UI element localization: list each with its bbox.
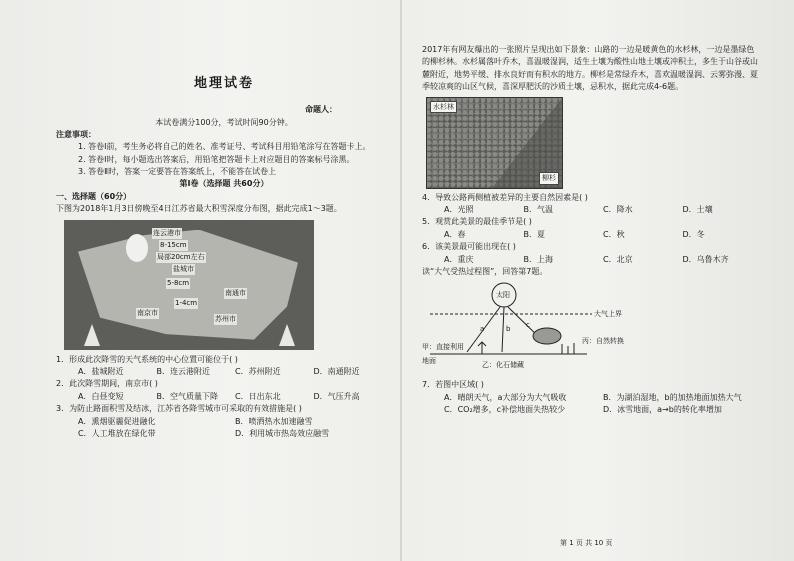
- q1-stem: 1．形成此次降雪的天气系统的中心位置可能位于( ): [56, 354, 238, 364]
- atmos-top-label: 大气上界: [594, 310, 622, 319]
- option: C．北京: [603, 254, 633, 264]
- snow-depth-map: [64, 220, 314, 350]
- note-1: 1. 答卷Ⅰ前，考生务必将自己的姓名、准考证号、考试科目用铅笔涂写在答题卡上。: [78, 142, 371, 152]
- q6-stem: 6．该美景最可能出现在( ): [422, 242, 516, 252]
- ground-label: 地面: [422, 357, 436, 366]
- map-label: 8-15cm: [160, 240, 187, 249]
- option: C．CO₂增多，c补偿地面失热较少: [444, 405, 566, 415]
- map-intro: 下图为2018年1月3日傍晚至4日江苏省最大积雪深度分布图，据此完成1～3题。: [56, 204, 342, 214]
- right-column: [422, 44, 762, 416]
- option: A．白昼变短: [78, 391, 124, 401]
- left-column: [56, 74, 392, 440]
- q4-stem: 4．导致公路两侧植被差异的主要自然因素是( ): [422, 192, 588, 202]
- map-label: 苏州市: [215, 314, 236, 323]
- option: A．晴朗天气，a大部分为大气吸收: [444, 392, 567, 402]
- option: C．苏州附近: [235, 367, 281, 377]
- part-title: 一、选择题（60分）: [56, 191, 132, 201]
- section-title: 第Ⅰ卷（选择题 共60分）: [179, 179, 269, 189]
- option: D．乌鲁木齐: [682, 254, 729, 264]
- option: A．熏烟驱霾促进融化: [78, 416, 156, 426]
- page-fold: [400, 0, 402, 561]
- tree-icon: [84, 324, 100, 346]
- plant-icon: [478, 342, 486, 354]
- tree-icon: [279, 324, 295, 346]
- page-footer: 第 1 页 共 10 页: [560, 539, 613, 547]
- option: B．夏: [523, 229, 545, 239]
- option: C．人工堆放在绿化带: [78, 429, 156, 438]
- map-label: 1-4cm: [175, 298, 198, 307]
- option: D．冬: [682, 229, 705, 239]
- natural-label: 丙：自然转换: [582, 337, 624, 346]
- note-3: 3. 答卷Ⅱ时，答案一定要答在答案纸上，不能答在试卷上: [78, 167, 277, 177]
- notes-title: 注意事项：: [56, 129, 96, 139]
- sun-label: 太阳: [496, 291, 510, 300]
- option: A．光照: [444, 204, 474, 214]
- exam-title: 地理试卷: [193, 76, 254, 91]
- q5-stem: 5．观赏此美景的最佳季节是( ): [422, 217, 532, 227]
- option: D．冰雪地面，a→b的转化率增加: [603, 405, 722, 415]
- map-label: 连云港市: [153, 228, 181, 237]
- map-label: 局部20cm左右: [157, 252, 205, 261]
- option: B．空气质量下降: [156, 391, 218, 401]
- q4-options: [422, 204, 762, 216]
- direct-use-label: 甲：直接利用: [422, 343, 464, 352]
- option: B．喷洒热水加速融雪: [235, 416, 313, 426]
- q3-options-row1: [56, 416, 392, 428]
- q2-options: [56, 391, 392, 403]
- option: B．连云港附近: [156, 367, 210, 377]
- option: A．春: [444, 229, 466, 239]
- q7-options-row2: [422, 404, 762, 416]
- q3-stem: 3．为防止路面积雪及结冰，江苏省各降雪城市可采取的有效措施是( ): [56, 404, 302, 414]
- passage-text: 2017年有网友爆出的一张照片呈现出如下景象：山路的一边是暖黄色的水杉林，一边是墨绿色的柳杉林。水杉属落叶乔木，喜温暖湿润，适生土壤为酸性山地土壤或冲积土，多生于山谷或山麓附近，地势平缓、排水良好而有积水的地方。柳杉是常绿乔木，喜欢温暖湿润、云雾弥漫、夏季较凉爽的山区气候，喜深厚肥沃的沙质土壤，忌积水，据此完成4-6题。: [422, 45, 758, 92]
- option: C．日出东北: [235, 391, 281, 401]
- option: A．重庆: [444, 254, 474, 264]
- ray-c-label: c: [526, 321, 530, 330]
- snowman-figure: [126, 234, 148, 262]
- ray-a-label: a: [480, 325, 485, 334]
- map-label: 盐城市: [173, 264, 194, 273]
- figure-intro: 读“大气受热过程图”，回答第7题。: [422, 266, 548, 276]
- ray-b-label: b: [506, 325, 511, 334]
- score-line: 本试卷满分100分，考试时间90分钟。: [155, 117, 293, 127]
- setter-label: 命题人：: [305, 105, 337, 115]
- q1-options: [56, 366, 392, 378]
- map-label: 南京市: [137, 308, 158, 317]
- tree-group-icon: [562, 343, 574, 354]
- map-label: 5-8cm: [167, 278, 190, 287]
- heating-diagram-svg: [422, 280, 672, 375]
- option: C．秋: [603, 229, 625, 239]
- option: D．气压升高: [313, 391, 360, 401]
- option: D．利用城市热岛效应融雪: [235, 429, 330, 438]
- option: D．南通附近: [313, 367, 360, 377]
- cloud-icon: [533, 328, 561, 344]
- fossil-label: 乙：化石储藏: [482, 361, 524, 370]
- q2-stem: 2．此次降雪期间，南京市( ): [56, 379, 158, 389]
- option: A．盐城附近: [78, 367, 124, 377]
- q3-options-row2: [56, 428, 392, 440]
- q5-options: [422, 229, 762, 241]
- map-label: 南通市: [225, 288, 246, 297]
- q7-options-row1: [422, 392, 762, 404]
- q6-options: [422, 254, 762, 266]
- heating-diagram: [422, 280, 672, 375]
- option: B．上海: [523, 254, 553, 264]
- note-2: 2. 答卷Ⅰ时，每小题选出答案后，用铅笔把答题卡上对应题目的答案标号涂黑。: [78, 154, 355, 164]
- photo-label: 柳杉: [539, 172, 559, 185]
- option: C．降水: [603, 204, 633, 214]
- forest-photo: [426, 97, 563, 189]
- option: B．为湖泊湿地，b的加热地面加热大气: [603, 392, 742, 402]
- option: B．气温: [523, 204, 553, 214]
- q7-stem: 7．若图中区域( ): [422, 380, 484, 390]
- option: D．土壤: [682, 204, 713, 214]
- photo-label: 水杉林: [430, 101, 457, 114]
